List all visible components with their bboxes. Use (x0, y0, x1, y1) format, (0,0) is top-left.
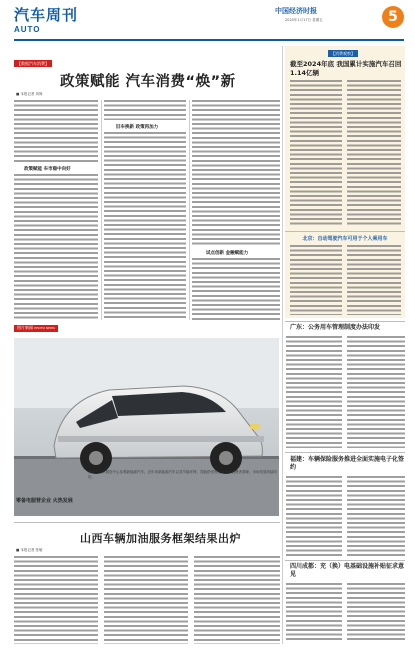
bottom-byline: ■ 本报记者 张敏 (16, 548, 43, 552)
lead-subhead-2: 旧车换新 政策再加力 (116, 125, 159, 130)
masthead-rule (14, 39, 404, 41)
bottom-body-col1 (14, 556, 98, 644)
lead-article-tag: 【数据汽车消费】 (14, 60, 52, 67)
right-story3-col2 (347, 583, 405, 643)
bottom-body-col3 (194, 556, 280, 644)
news-photo (14, 338, 279, 516)
sidebar-body-col2 (347, 80, 401, 226)
photo-news-tag (14, 325, 58, 332)
issue-date: 2025年1月17日 星期五 (285, 18, 323, 22)
lead-headline: 政策赋能 汽车消费“焕”新 (60, 74, 236, 90)
story-divider (285, 560, 405, 561)
photo-news-tag-en: PHOTO NEWS (34, 326, 55, 330)
car-photo-illustration (14, 338, 279, 516)
lead-byline: ■ 本报记者 刘姝 (16, 92, 43, 96)
photo-news-tag-cn: 图片新闻 (17, 325, 33, 330)
right-story1-col2 (347, 336, 405, 448)
bottom-divider (14, 522, 280, 523)
paper-name: 中国经济时报 (275, 6, 317, 15)
masthead (0, 0, 415, 44)
sidebar-sub-body-col2 (347, 245, 401, 315)
right-headline-3: 四川成都：充（换）电基础设施补贴征求意见 (290, 563, 405, 578)
sidebar-subtitle: 北京：自动驾驶汽车可用于个人乘用车 (302, 236, 388, 242)
right-story2-col2 (347, 476, 405, 556)
lead-body-col2-part1 (104, 100, 186, 120)
lead-body-col2-part2 (104, 132, 186, 320)
sidebar-body-col1 (290, 80, 342, 226)
sidebar-sub-body-col1 (290, 245, 342, 315)
page-number-badge: 5 (382, 6, 404, 28)
section-title: 汽车周刊 (14, 6, 79, 24)
right-story3-col1 (286, 583, 342, 643)
photo-caption: 市民在汽车展览中心参观新能源汽车。近年来新能源汽车以其节能环保、智能舒适等优势受到消费者青睐，市场发展持续向好。 (88, 470, 277, 479)
sidebar-rule (285, 231, 405, 232)
column-divider (189, 100, 190, 320)
lead-body-col1-part2 (14, 174, 98, 320)
sidebar-title: 截至2024年底 我国累计实施汽车召回1.14亿辆 (290, 60, 402, 77)
column-divider (101, 100, 102, 320)
right-story1-col1 (286, 336, 342, 448)
lead-body-col3-part1 (192, 100, 280, 245)
bottom-body-col2 (104, 556, 188, 644)
lead-body-col3-part2 (192, 258, 280, 320)
story-divider (285, 321, 405, 322)
bottom-headline: 山西车辆加油服务框架结果出炉 (80, 532, 241, 545)
right-story2-col1 (286, 476, 342, 556)
lead-subhead-4: 试点创新 金融赋能力 (206, 251, 249, 256)
lead-subhead-1: 政策赋能 车市稳中向好 (24, 167, 71, 172)
right-headline-2: 福建：车辆保险服务推进全面实施电子化签约 (290, 456, 405, 471)
lead-body-col1-part1 (14, 100, 98, 162)
section-subtitle: AUTO (14, 25, 41, 34)
story-divider (285, 452, 405, 453)
page-divider (282, 46, 283, 644)
right-headline-1: 广东：公务用车管理制度办法印发 (290, 324, 381, 331)
photo-caption-title: 零备电服营企业 火热发展 (16, 498, 73, 504)
sidebar-tag: 【消费观察】 (328, 50, 358, 57)
